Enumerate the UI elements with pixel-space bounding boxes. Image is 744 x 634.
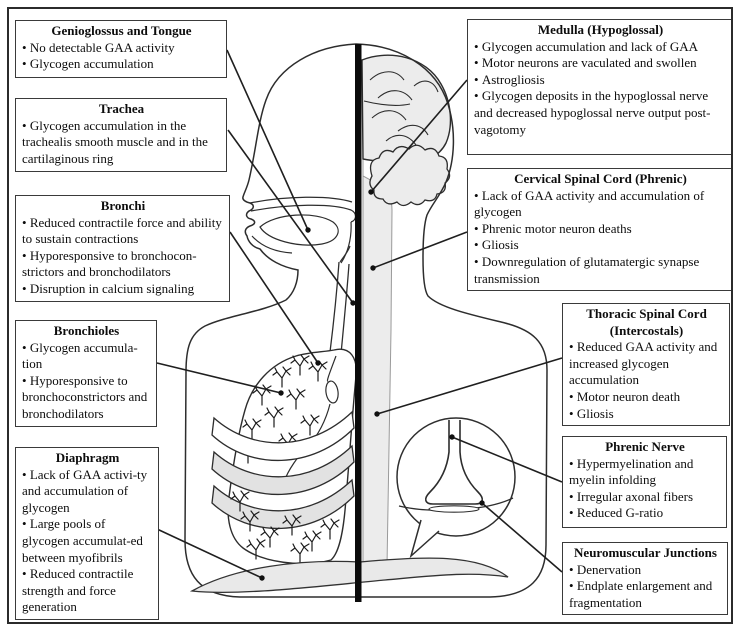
box-title: Genioglossus and Tongue (51, 23, 192, 38)
box-title: Medulla (Hypoglossal) (537, 22, 664, 37)
box-thoracic-spinal-cord (562, 303, 730, 426)
box-title: Bronchioles (53, 323, 120, 338)
bullet: • Gliosis (569, 406, 724, 423)
box-medulla (467, 19, 733, 155)
leader-genioglossus (227, 50, 308, 230)
leader-bronchi (230, 232, 318, 363)
bullet: • Downregulation of glutamatergic synapse transmission (474, 254, 727, 287)
bullet: • Denervation (569, 562, 722, 579)
midline-divider (355, 44, 362, 602)
bullet: • No detectable GAA activity (22, 40, 221, 57)
box-title: Neuromuscular Junctions (574, 545, 717, 560)
bullet: • Reduced G-ratio (569, 505, 721, 522)
bullet: • Glycogen accumulation in the trachealis smooth muscle and in the cartilaginous ring (22, 118, 221, 168)
bullet: • Glycogen accumulation (22, 56, 221, 73)
box-bronchi (15, 195, 230, 302)
bullet: • Motor neurons are vaculated and swollen (474, 55, 727, 72)
bullet: • Hypermyelination and myelin infolding (569, 456, 721, 489)
bullet: • Phrenic motor neuron deaths (474, 221, 727, 238)
bullet: • Glycogen accumula-tion (22, 340, 151, 373)
box-diaphragm (15, 447, 159, 620)
tongue (260, 215, 338, 245)
box-title: Diaphragm (55, 450, 120, 465)
brain (362, 55, 450, 163)
box-cervical-spinal-cord (467, 168, 733, 291)
mouth-interior (250, 197, 356, 263)
box-title: Trachea (98, 101, 145, 116)
box-bronchioles (15, 320, 157, 427)
bullet: • Large pools of glycogen accumulat-ed between myofibrils (22, 516, 153, 566)
bullet: • Glycogen accumulation and lack of GAA (474, 39, 727, 56)
bullet: • Irregular axonal fibers (569, 489, 721, 506)
spinal-cord-column (363, 160, 392, 566)
box-title: Phrenic Nerve (605, 439, 685, 454)
pharynx (341, 222, 351, 263)
bullet: • Hyporesponsive to bronchocon-strictors and bronchodilators (22, 248, 224, 281)
bullet: • Reduced contractile strength and force generation (22, 566, 153, 616)
bullet: • Reduced contractile force and ability to sustain contractions (22, 215, 224, 248)
diaphragm-band (192, 558, 508, 592)
endplate-cleft (429, 506, 479, 512)
box-neuromuscular-junctions (562, 542, 728, 615)
bullet: • Glycogen deposits in the hypoglossal nerve and decreased hypoglossal nerve output post-vagotomy (474, 88, 727, 138)
leader-nmj (482, 503, 562, 572)
leader-thoracic (377, 358, 562, 414)
box-genioglossus (15, 20, 227, 78)
box-trachea (15, 98, 227, 172)
bullet: • Hyporesponsive to bronchoconstrictors and bronchodilators (22, 373, 151, 423)
bullet: • Lack of GAA activi-ty and accumulation of glycogen (22, 467, 153, 517)
bullet: • Endplate enlargement and fragmentation (569, 578, 722, 611)
bullet: • Lack of GAA activity and accumulation of glycogen (474, 188, 727, 221)
bullet: • Gliosis (474, 237, 727, 254)
box-title: Thoracic Spinal Cord (Intercostals) (586, 306, 707, 338)
bullet: • Reduced GAA activity and increased glycogen accumulation (569, 339, 724, 389)
box-title: Bronchi (100, 198, 146, 213)
box-title: Cervical Spinal Cord (Phrenic) (514, 171, 687, 186)
bullet: • Motor neuron death (569, 389, 724, 406)
bullet: • Astrogliosis (474, 72, 727, 89)
box-phrenic-nerve (562, 436, 727, 528)
bullet: • Disruption in calcium signaling (22, 281, 224, 298)
